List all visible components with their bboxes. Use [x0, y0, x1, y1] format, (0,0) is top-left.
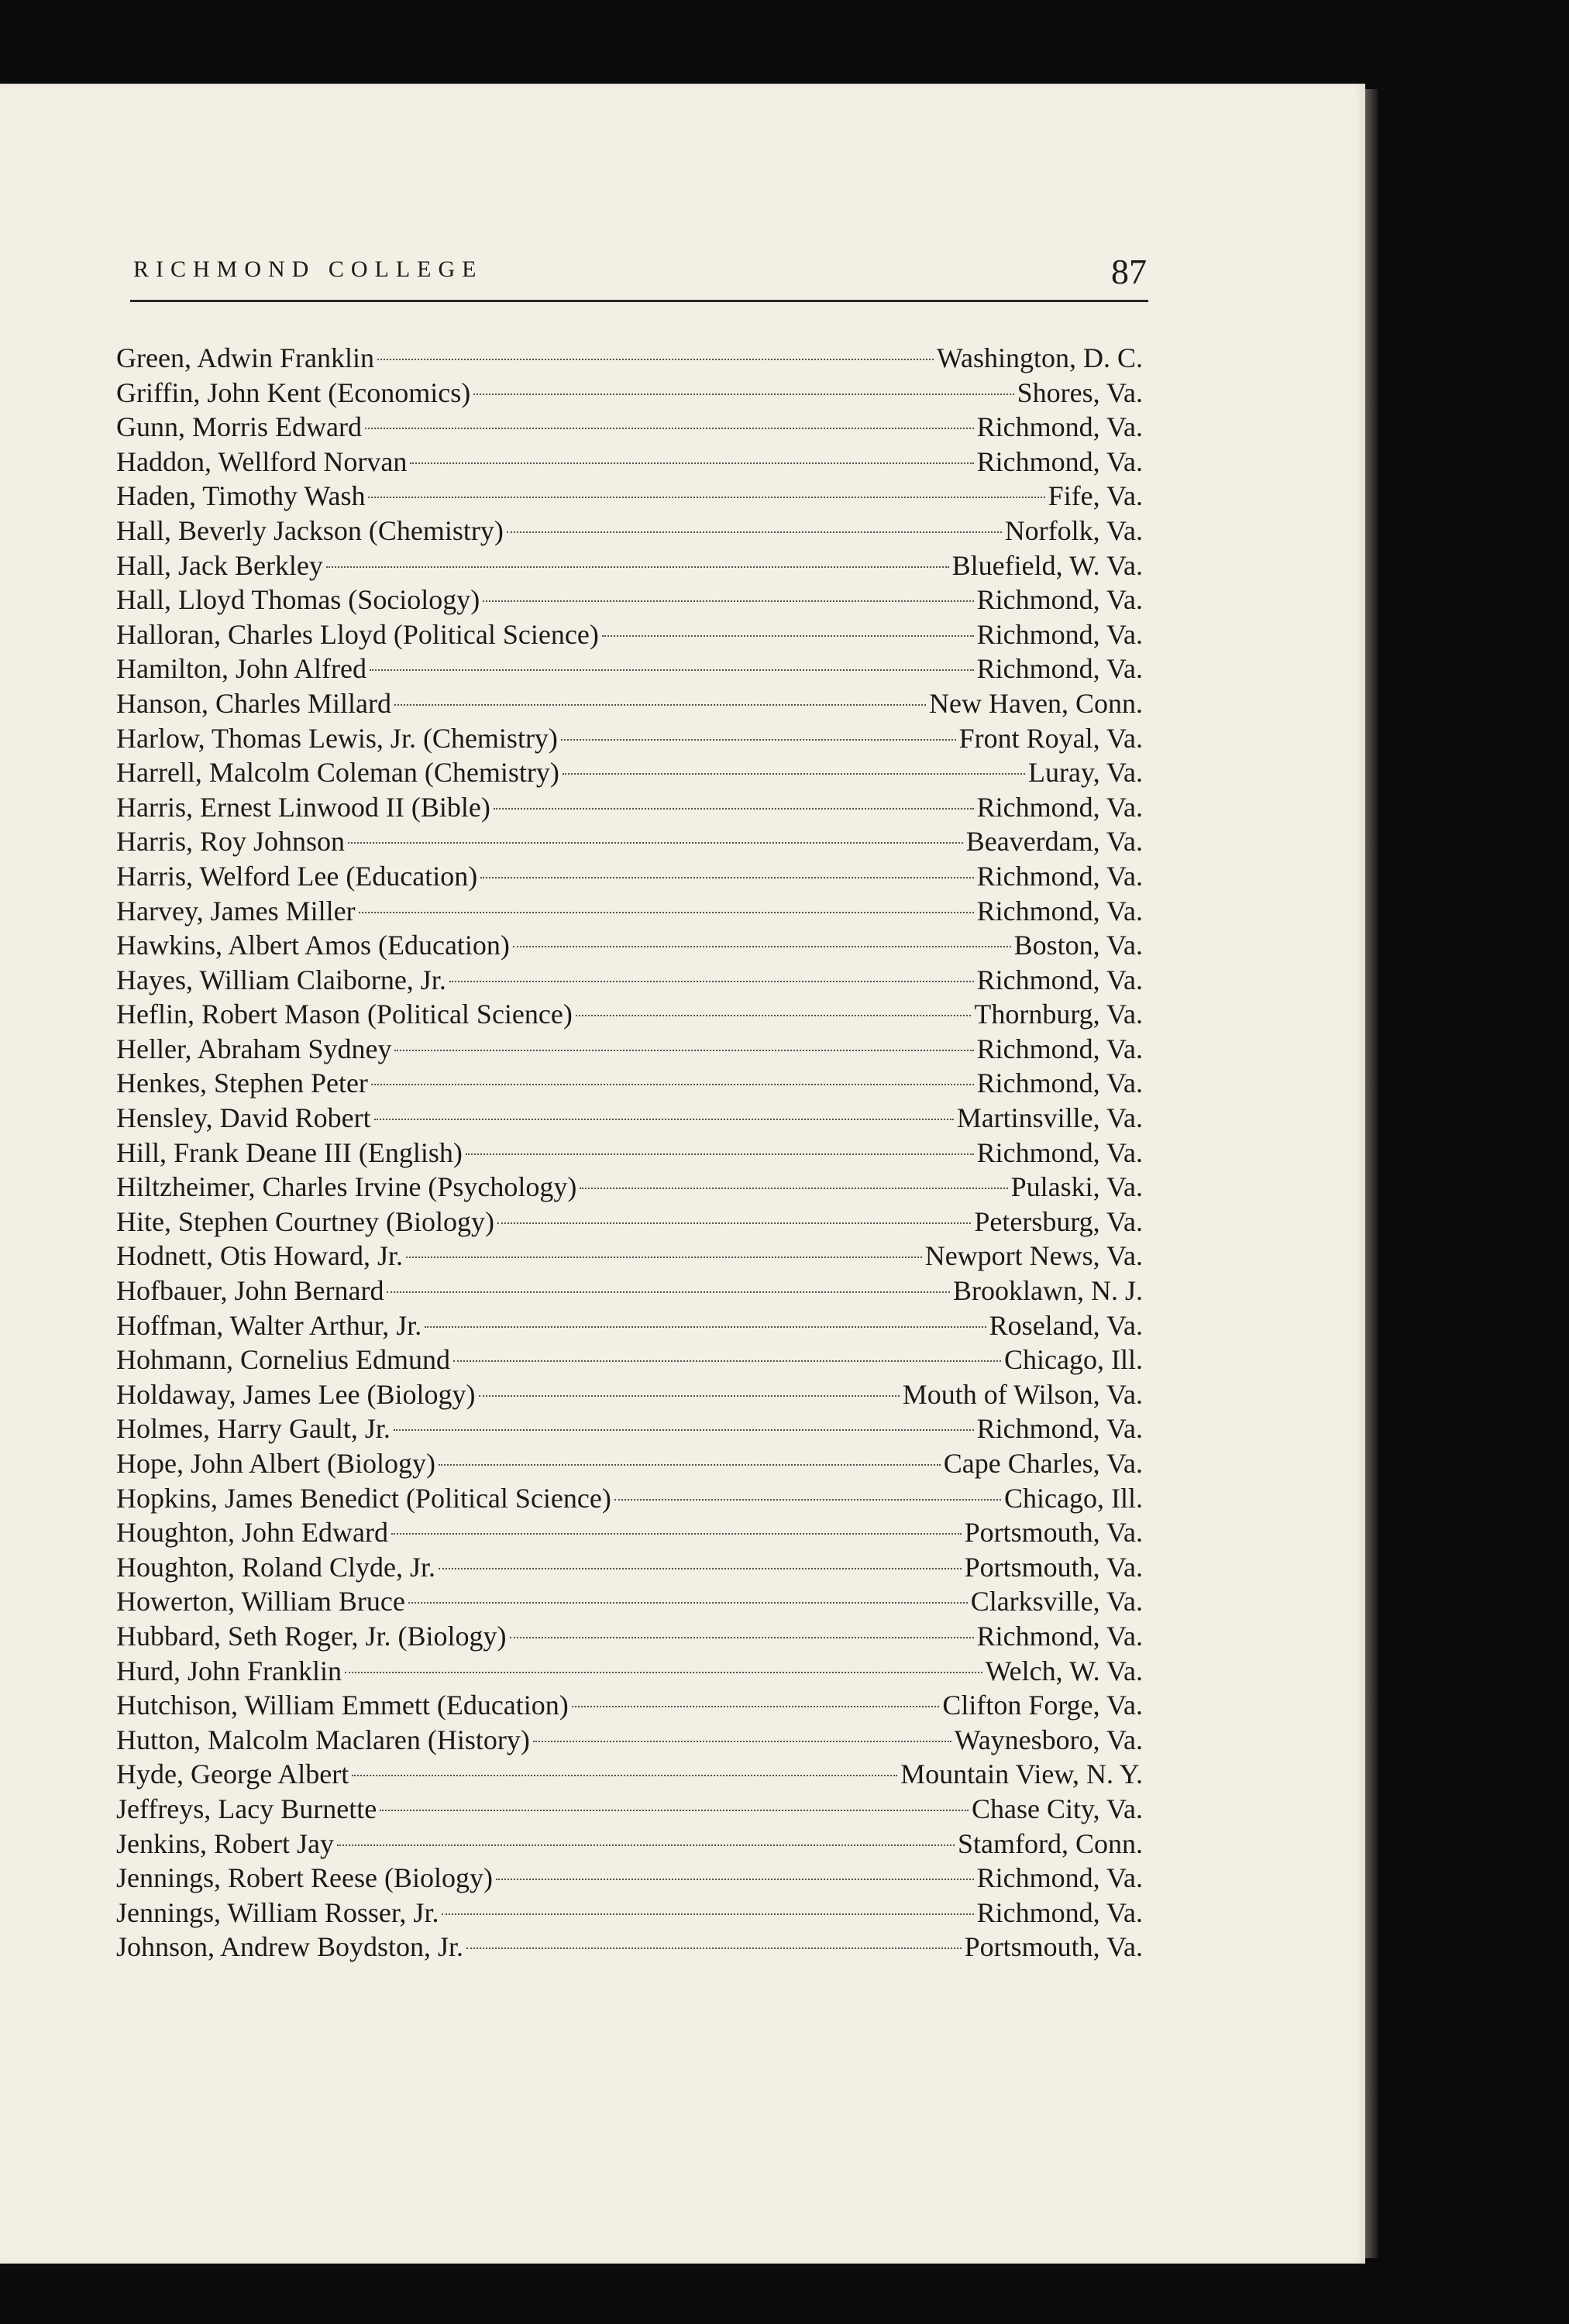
student-name: Harris, Roy Johnson	[116, 826, 345, 858]
hometown: Richmond, Va.	[976, 1136, 1143, 1168]
directory-entry	[116, 1170, 1143, 1205]
hometown: Richmond, Va.	[976, 411, 1143, 443]
student-name: Hutton, Malcolm Maclaren (History)	[116, 1724, 530, 1755]
student-name: Jennings, William Rosser, Jr.	[116, 1896, 439, 1928]
dot-leader	[602, 635, 974, 637]
hometown: Richmond, Va.	[976, 860, 1143, 892]
dot-leader	[352, 1775, 897, 1776]
page-number: 87	[1111, 252, 1147, 291]
student-name: Holdaway, James Lee (Biology)	[116, 1378, 476, 1410]
student-name: Howerton, William Bruce	[116, 1586, 405, 1618]
directory-entry	[116, 1619, 1143, 1654]
dot-leader	[406, 1257, 922, 1258]
directory-entry	[116, 1550, 1143, 1585]
hometown: Stamford, Conn.	[958, 1827, 1143, 1859]
directory-entry	[116, 755, 1143, 790]
hometown: Richmond, Va.	[976, 1033, 1143, 1064]
dot-leader	[466, 1153, 974, 1155]
student-name: Harrell, Malcolm Coleman (Chemistry)	[116, 757, 559, 789]
student-name: Hall, Jack Berkley	[116, 549, 323, 581]
dot-leader	[479, 1395, 900, 1397]
hometown: Portsmouth, Va.	[964, 1517, 1143, 1549]
student-directory-list	[116, 341, 1143, 1965]
student-name: Johnson, Andrew Boydston, Jr.	[116, 1931, 464, 1963]
student-name: Jenkins, Robert Jay	[116, 1827, 334, 1859]
hometown: Newport News, Va.	[924, 1240, 1143, 1272]
student-name: Hopkins, James Benedict (Political Science)	[116, 1482, 611, 1514]
dot-leader	[359, 912, 974, 913]
dot-leader	[496, 1879, 974, 1880]
hometown: Richmond, Va.	[976, 1862, 1143, 1894]
directory-entry	[116, 479, 1143, 514]
directory-entry	[116, 1792, 1143, 1827]
student-name: Hohmann, Cornelius Edmund	[116, 1344, 450, 1376]
hometown: Richmond, Va.	[976, 445, 1143, 477]
directory-entry	[116, 1239, 1143, 1274]
directory-entry	[116, 445, 1143, 480]
dot-leader	[533, 1741, 951, 1742]
directory-entry	[116, 894, 1143, 929]
dot-leader	[374, 1119, 954, 1120]
directory-entry	[116, 1205, 1143, 1239]
hometown: Martinsville, Va.	[956, 1102, 1143, 1134]
hometown: Chicago, Ill.	[1004, 1482, 1143, 1514]
dot-leader	[513, 946, 1011, 947]
student-name: Hensley, David Robert	[116, 1102, 371, 1134]
hometown: Bluefield, W. Va.	[951, 549, 1143, 581]
dot-leader	[425, 1326, 986, 1328]
hometown: Waynesboro, Va.	[954, 1724, 1143, 1755]
hometown: Richmond, Va.	[976, 1620, 1143, 1652]
dot-leader	[394, 1429, 974, 1431]
student-name: Hill, Frank Deane III (English)	[116, 1136, 463, 1168]
student-name: Hofbauer, John Bernard	[116, 1275, 384, 1307]
directory-entry	[116, 1688, 1143, 1723]
hometown: Pulaski, Va.	[1010, 1171, 1143, 1203]
page-header	[133, 254, 1147, 301]
directory-entry	[116, 1032, 1143, 1067]
directory-entry	[116, 1723, 1143, 1758]
directory-entry	[116, 1066, 1143, 1101]
hometown: Richmond, Va.	[976, 964, 1143, 995]
hometown: Mountain View, N. Y.	[900, 1758, 1143, 1790]
dot-leader	[394, 704, 926, 706]
directory-entry	[116, 514, 1143, 548]
directory-entry	[116, 410, 1143, 445]
directory-entry	[116, 1757, 1143, 1792]
hometown: Chicago, Ill.	[1004, 1344, 1143, 1376]
dot-leader	[473, 394, 1013, 395]
student-name: Hiltzheimer, Charles Irvine (Psychology)	[116, 1171, 577, 1203]
hometown: Mouth of Wilson, Va.	[902, 1378, 1143, 1410]
hometown: Beaverdam, Va.	[965, 826, 1143, 858]
dot-leader	[563, 773, 1025, 775]
dot-leader	[370, 669, 974, 671]
dot-leader	[380, 1810, 969, 1811]
hometown: Brooklawn, N. J.	[953, 1275, 1143, 1307]
dot-leader	[572, 1706, 940, 1707]
hometown: Washington, D. C.	[936, 342, 1143, 373]
hometown: New Haven, Conn.	[929, 687, 1143, 719]
dot-leader	[408, 1602, 968, 1604]
student-name: Griffin, John Kent (Economics)	[116, 376, 471, 408]
directory-entry	[116, 376, 1143, 411]
directory-entry	[116, 997, 1143, 1032]
student-name: Hite, Stephen Courtney (Biology)	[116, 1205, 494, 1237]
student-name: Gunn, Morris Edward	[116, 411, 362, 443]
directory-entry	[116, 651, 1143, 686]
student-name: Hawkins, Albert Amos (Education)	[116, 930, 510, 961]
directory-entry	[116, 341, 1143, 376]
hometown: Front Royal, Va.	[958, 722, 1143, 754]
dot-leader	[494, 808, 974, 810]
student-name: Hutchison, William Emmett (Education)	[116, 1690, 569, 1721]
student-name: Houghton, Roland Clyde, Jr.	[116, 1551, 435, 1583]
student-name: Heller, Abraham Sydney	[116, 1033, 392, 1064]
hometown: Richmond, Va.	[976, 1896, 1143, 1928]
dot-leader	[371, 1084, 974, 1085]
directory-entry	[116, 1896, 1143, 1930]
dot-leader	[368, 497, 1044, 498]
directory-entry	[116, 548, 1143, 583]
student-name: Hayes, William Claiborne, Jr.	[116, 964, 446, 995]
hometown: Richmond, Va.	[976, 1413, 1143, 1445]
hometown: Richmond, Va.	[976, 618, 1143, 650]
student-name: Hodnett, Otis Howard, Jr.	[116, 1240, 403, 1272]
directory-entry	[116, 1377, 1143, 1412]
directory-entry	[116, 1136, 1143, 1171]
student-name: Hanson, Charles Millard	[116, 687, 391, 719]
dot-leader	[561, 739, 956, 741]
dot-leader	[365, 428, 974, 429]
dot-leader	[614, 1499, 1001, 1501]
running-head: RICHMOND COLLEGE	[133, 256, 483, 282]
student-name: Hoffman, Walter Arthur, Jr.	[116, 1309, 422, 1341]
dot-leader	[442, 1913, 973, 1915]
dot-leader	[439, 1464, 941, 1466]
student-name: Harvey, James Miller	[116, 895, 356, 927]
directory-entry	[116, 583, 1143, 617]
directory-entry	[116, 1861, 1143, 1896]
hometown: Roseland, Va.	[989, 1309, 1143, 1341]
dot-leader	[345, 1672, 982, 1673]
directory-entry	[116, 721, 1143, 756]
dot-leader	[377, 359, 934, 360]
dot-leader	[466, 1948, 962, 1949]
directory-entry	[116, 1654, 1143, 1689]
student-name: Hamilton, John Alfred	[116, 653, 366, 685]
directory-entry	[116, 617, 1143, 652]
student-name: Houghton, John Edward	[116, 1517, 388, 1549]
directory-entry	[116, 1930, 1143, 1965]
dot-leader	[387, 1291, 950, 1293]
hometown: Portsmouth, Va.	[964, 1931, 1143, 1963]
student-name: Haddon, Wellford Norvan	[116, 445, 408, 477]
dot-leader	[326, 566, 949, 568]
dot-leader	[337, 1844, 955, 1846]
hometown: Boston, Va.	[1013, 930, 1143, 961]
student-name: Hall, Beverly Jackson (Chemistry)	[116, 514, 504, 546]
directory-entry	[116, 1411, 1143, 1446]
student-name: Jeffreys, Lacy Burnette	[116, 1793, 377, 1824]
hometown: Richmond, Va.	[976, 791, 1143, 823]
directory-entry	[116, 1827, 1143, 1862]
student-name: Green, Adwin Franklin	[116, 342, 374, 373]
directory-entry	[116, 1515, 1143, 1550]
directory-entry	[116, 963, 1143, 998]
hometown: Chase City, Va.	[972, 1793, 1143, 1824]
dot-leader	[507, 531, 1002, 533]
student-name: Jennings, Robert Reese (Biology)	[116, 1862, 493, 1894]
directory-entry	[116, 790, 1143, 825]
hometown: Richmond, Va.	[976, 653, 1143, 685]
dot-leader	[391, 1533, 962, 1535]
student-name: Hall, Lloyd Thomas (Sociology)	[116, 584, 480, 616]
dot-leader	[497, 1222, 971, 1224]
hometown: Fife, Va.	[1048, 480, 1143, 512]
dot-leader	[449, 981, 974, 982]
directory-entry	[116, 1584, 1143, 1619]
dot-leader	[410, 462, 973, 464]
directory-entry	[116, 1342, 1143, 1377]
student-name: Harris, Ernest Linwood II (Bible)	[116, 791, 490, 823]
hometown: Thornburg, Va.	[974, 999, 1143, 1030]
dot-leader	[394, 1050, 973, 1051]
directory-entry	[116, 1446, 1143, 1481]
student-name: Harris, Welford Lee (Education)	[116, 860, 478, 892]
student-name: Harlow, Thomas Lewis, Jr. (Chemistry)	[116, 722, 558, 754]
hometown: Clarksville, Va.	[970, 1586, 1143, 1618]
hometown: Richmond, Va.	[976, 584, 1143, 616]
dot-leader	[483, 600, 973, 602]
student-name: Holmes, Harry Gault, Jr.	[116, 1413, 391, 1445]
directory-entry	[116, 859, 1143, 894]
hometown: Shores, Va.	[1017, 376, 1143, 408]
hometown: Clifton Forge, Va.	[942, 1690, 1143, 1721]
hometown: Richmond, Va.	[976, 1067, 1143, 1099]
hometown: Portsmouth, Va.	[964, 1551, 1143, 1583]
hometown: Petersburg, Va.	[974, 1205, 1143, 1237]
student-name: Hyde, George Albert	[116, 1758, 349, 1790]
directory-entry	[116, 1308, 1143, 1343]
dot-leader	[580, 1188, 1007, 1189]
directory-entry	[116, 1101, 1143, 1136]
directory-entry	[116, 686, 1143, 721]
student-name: Halloran, Charles Lloyd (Political Science)	[116, 618, 599, 650]
hometown: Richmond, Va.	[976, 895, 1143, 927]
dot-leader	[576, 1015, 971, 1016]
hometown: Luray, Va.	[1028, 757, 1143, 789]
directory-entry	[116, 928, 1143, 963]
directory-entry	[116, 1274, 1143, 1308]
hometown: Welch, W. Va.	[985, 1655, 1143, 1686]
dot-leader	[348, 842, 963, 844]
dot-leader	[480, 877, 973, 878]
directory-entry	[116, 1481, 1143, 1516]
hometown: Cape Charles, Va.	[943, 1448, 1143, 1479]
dot-leader	[439, 1568, 962, 1569]
student-name: Hurd, John Franklin	[116, 1655, 342, 1686]
student-name: Haden, Timothy Wash	[116, 480, 366, 512]
student-name: Heflin, Robert Mason (Political Science)	[116, 999, 573, 1030]
header-rule	[130, 300, 1148, 302]
dot-leader	[453, 1360, 1001, 1362]
hometown: Norfolk, Va.	[1004, 514, 1143, 546]
dot-leader	[510, 1637, 974, 1638]
directory-entry	[116, 824, 1143, 859]
student-name: Hope, John Albert (Biology)	[116, 1448, 435, 1479]
student-name: Henkes, Stephen Peter	[116, 1067, 368, 1099]
student-name: Hubbard, Seth Roger, Jr. (Biology)	[116, 1620, 507, 1652]
